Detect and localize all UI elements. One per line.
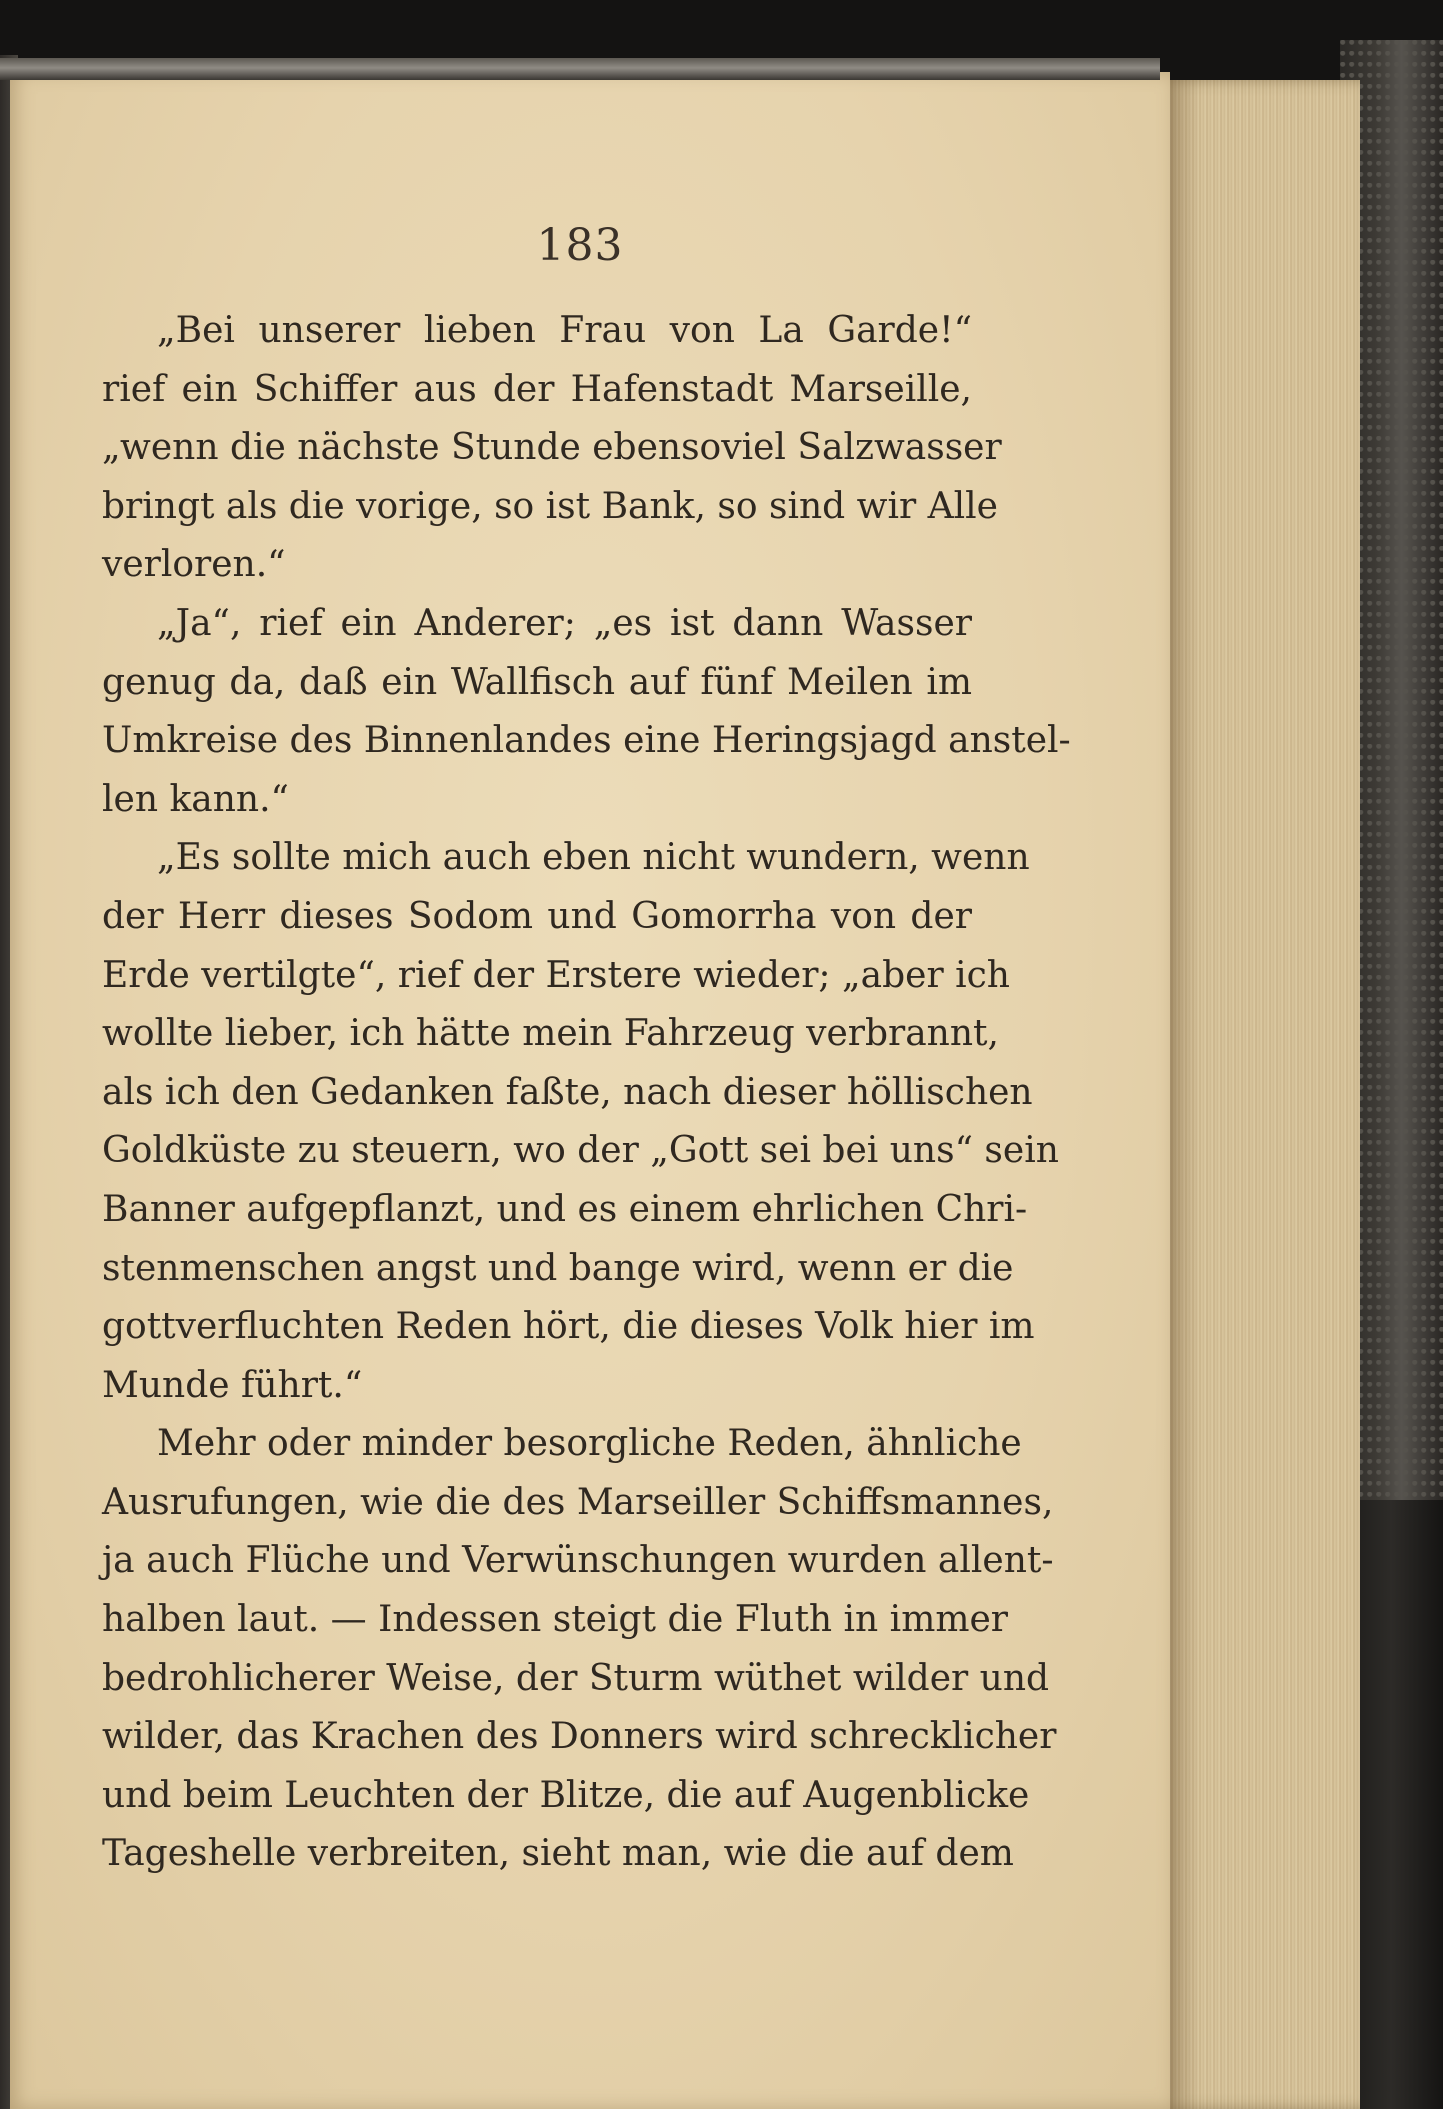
text-line: Erde vertilgte“, rief der Erstere wieder; „aber ich bbox=[102, 954, 1010, 996]
text-line: bringt als die vorige, so ist Bank, so sind wir Alle bbox=[102, 485, 998, 527]
text-line: halben laut. — Indessen steigt die Fluth in immer bbox=[102, 1599, 1008, 1641]
text-line: „Es sollte mich auch eben nicht wundern, wenn bbox=[157, 837, 1030, 879]
text-line: als ich den Gedanken faßte, nach dieser höllischen bbox=[102, 1071, 1033, 1113]
text-line: Tageshelle verbreiten, sieht man, wie die auf dem bbox=[102, 1833, 1014, 1875]
text-line: genug da, daß ein Wallfisch auf fünf Meilen im bbox=[102, 661, 972, 703]
text-line: der Herr dieses Sodom und Gomorrha von der bbox=[102, 895, 972, 937]
text-line: Umkreise des Binnenlandes eine Heringsjagd anstel- bbox=[102, 720, 1071, 762]
text-line: verloren.“ bbox=[102, 544, 286, 586]
text-line: gottverfluchten Reden hört, die dieses Volk hier im bbox=[102, 1306, 1035, 1348]
text-line: „Bei unserer lieben Frau von La Garde!“ bbox=[157, 310, 972, 351]
text-line: Ausrufungen, wie die des Marseiller Schiffsmannes, bbox=[102, 1481, 1054, 1523]
text-line: wollte lieber, ich hätte mein Fahrzeug verbrannt, bbox=[102, 1013, 999, 1055]
text-line: Munde führt.“ bbox=[102, 1364, 363, 1406]
text-line: stenmenschen angst und bange wird, wenn er die bbox=[102, 1247, 1014, 1289]
page-number: 183 bbox=[536, 220, 624, 271]
text-line: bedrohlicherer Weise, der Sturm wüthet wilder und bbox=[102, 1657, 1050, 1699]
text-line: „wenn die nächste Stunde ebensoviel Salzwasser bbox=[102, 427, 1002, 469]
text-line: Banner aufgepflanzt, und es einem ehrlichen Chri- bbox=[102, 1188, 1028, 1230]
text-line: „Ja“, rief ein Anderer; „es ist dann Wasser bbox=[157, 602, 972, 644]
book-cover-top-edge bbox=[0, 58, 1160, 80]
text-line: ja auch Flüche und Verwünschungen wurden allent- bbox=[102, 1540, 1054, 1582]
text-line: Mehr oder minder besorgliche Reden, ähnliche bbox=[157, 1423, 1022, 1465]
text-line: len kann.“ bbox=[102, 778, 289, 820]
body-text bbox=[102, 302, 1071, 1884]
page-block-edges bbox=[1160, 80, 1360, 2109]
text-line: Goldküste zu steuern, wo der „Gott sei bei uns“ sein bbox=[102, 1130, 1059, 1172]
text-line: wilder, das Krachen des Donners wird schrecklicher bbox=[102, 1716, 1057, 1758]
text-line: und beim Leuchten der Blitze, die auf Augenblicke bbox=[102, 1774, 1030, 1816]
text-line: rief ein Schiffer aus der Hafenstadt Marseille, bbox=[102, 368, 972, 410]
